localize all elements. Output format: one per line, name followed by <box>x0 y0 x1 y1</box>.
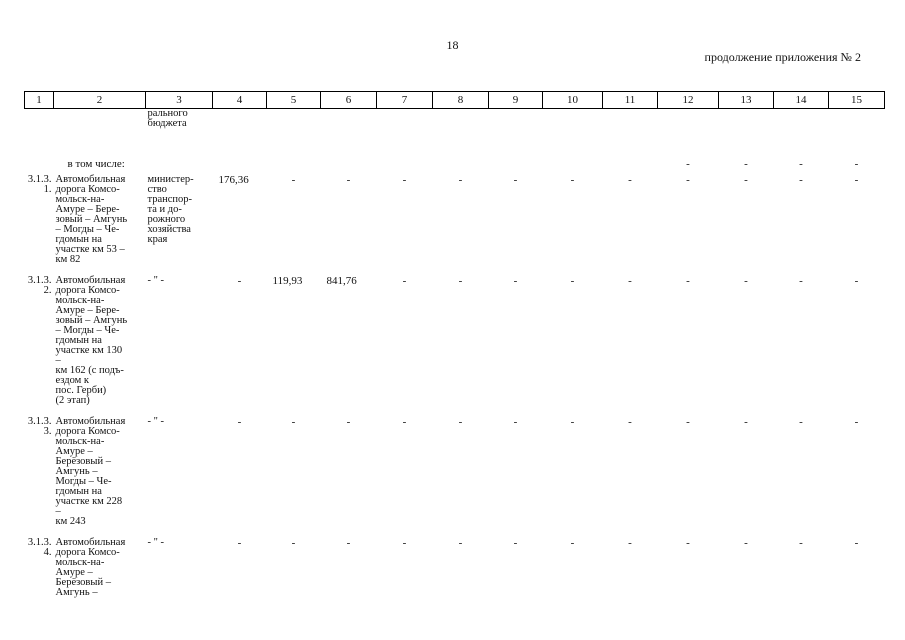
column-header: 15 <box>829 92 885 109</box>
value-cell: - <box>458 174 463 186</box>
value-cell: - <box>346 174 351 186</box>
item-number: 3.1.3. 1. <box>27 174 52 195</box>
value-cell: - <box>799 275 803 287</box>
value-cell: - <box>513 275 518 287</box>
value-cell: - <box>291 537 296 549</box>
item-name: Автомобильная дорога Комсо- мольск-на- Амуре – Бере- зовый – Амгунь – Могды – Че- гдомын на участке км 130 – км 162 (с подъ- ездом к пос. Герби) (2 этап) <box>55 275 128 406</box>
column-header: 11 <box>603 92 658 109</box>
table-row <box>25 538 885 609</box>
intro-label: в том числе: <box>67 158 125 170</box>
value-cell: - <box>799 416 803 428</box>
value-cell: - <box>237 537 242 549</box>
value-cell: - <box>346 416 351 428</box>
cell-empty <box>54 109 146 156</box>
continuation-label: продолжение приложения № 2 <box>704 50 861 64</box>
value-cell <box>489 155 543 175</box>
column-header: 10 <box>543 92 603 109</box>
value-cell <box>267 155 321 175</box>
value-cell: - <box>744 275 748 287</box>
value-cell: - <box>799 158 803 170</box>
value-cell: - <box>854 174 859 186</box>
table-row <box>25 276 885 417</box>
value-cell: 176,36 <box>218 174 249 186</box>
header-row <box>25 92 885 109</box>
value-cell: - <box>628 416 632 428</box>
value-cell: - <box>854 158 859 170</box>
value-cell: - <box>686 174 690 186</box>
executor-cell: - " - <box>147 416 165 427</box>
value-cell: - <box>513 537 518 549</box>
item-number: 3.1.3. 2. <box>27 275 52 296</box>
value-cell: - <box>570 537 575 549</box>
executor-cell: - " - <box>147 275 165 286</box>
value-cell: - <box>402 174 407 186</box>
value-cell: - <box>744 158 748 170</box>
value-cell <box>433 155 489 175</box>
value-cell: - <box>744 537 748 549</box>
item-number: 3.1.3. 4. <box>27 537 52 558</box>
column-header: 12 <box>658 92 719 109</box>
value-cell: - <box>513 174 518 186</box>
value-cell: - <box>744 174 748 186</box>
item-name: Автомобильная дорога Комсо- мольск-на- Амуре – Бере- зовый – Амгунь – Могды – Че- гдомын на участке км 53 – км 82 <box>55 174 128 265</box>
value-cell: - <box>744 416 748 428</box>
column-header: 8 <box>433 92 489 109</box>
column-header: 5 <box>267 92 321 109</box>
value-cell: - <box>628 174 632 186</box>
value-cell <box>603 155 658 175</box>
item-name: Автомобильная дорога Комсо- мольск-на- Амуре – Берёзовый – Амгунь – <box>55 537 126 598</box>
intro-row <box>25 155 885 175</box>
value-cell: - <box>686 537 690 549</box>
column-header: 1 <box>25 92 54 109</box>
cell-empty <box>25 109 54 156</box>
value-cell: - <box>686 275 690 287</box>
value-cell <box>377 155 433 175</box>
page-number: 18 <box>446 38 459 52</box>
value-cell: - <box>628 537 632 549</box>
value-cell <box>321 155 377 175</box>
value-cell <box>213 155 267 175</box>
value-cell: - <box>513 416 518 428</box>
executor-cell: - " - <box>147 537 165 548</box>
value-cell: - <box>291 416 296 428</box>
cell-empty <box>25 155 54 175</box>
column-header: 14 <box>774 92 829 109</box>
value-cell: - <box>854 416 859 428</box>
column-header: 7 <box>377 92 433 109</box>
value-cell: - <box>458 537 463 549</box>
value-cell: - <box>346 537 351 549</box>
value-cell: - <box>570 174 575 186</box>
column-header: 9 <box>489 92 543 109</box>
value-cell: - <box>237 416 242 428</box>
executor-cell: министер- ство транспор- та и до- рожного хозяйства края <box>147 174 194 245</box>
value-cell <box>543 155 603 175</box>
appendix-table <box>24 91 885 609</box>
value-cell: - <box>854 537 859 549</box>
value-cell: - <box>402 275 407 287</box>
value-cell: - <box>799 174 803 186</box>
executor-cell: рального бюджета <box>147 108 188 129</box>
value-cell: 841,76 <box>326 275 357 287</box>
continuation-row <box>25 109 885 156</box>
value-cell: - <box>458 416 463 428</box>
value-cell: - <box>458 275 463 287</box>
item-name: Автомобильная дорога Комсо- мольск-на- Амуре – Берёзовый – Амгунь – Могды – Че- гдомын на участке км 228 – км 243 <box>55 416 126 527</box>
value-cell: - <box>291 174 296 186</box>
value-cell: - <box>686 416 690 428</box>
column-header: 2 <box>54 92 146 109</box>
value-cell: - <box>402 416 407 428</box>
table-row <box>25 417 885 538</box>
column-header: 6 <box>321 92 377 109</box>
cell-empty <box>213 109 885 156</box>
column-header: 3 <box>146 92 213 109</box>
column-header: 4 <box>213 92 267 109</box>
value-cell: - <box>686 158 690 170</box>
value-cell: - <box>570 416 575 428</box>
value-cell: - <box>570 275 575 287</box>
value-cell: - <box>628 275 632 287</box>
value-cell: - <box>402 537 407 549</box>
item-number: 3.1.3. 3. <box>27 416 52 437</box>
column-header: 13 <box>719 92 774 109</box>
table-row <box>25 175 885 276</box>
value-cell: 119,93 <box>272 275 303 287</box>
value-cell: - <box>237 275 242 287</box>
value-cell: - <box>799 537 803 549</box>
value-cell: - <box>854 275 859 287</box>
